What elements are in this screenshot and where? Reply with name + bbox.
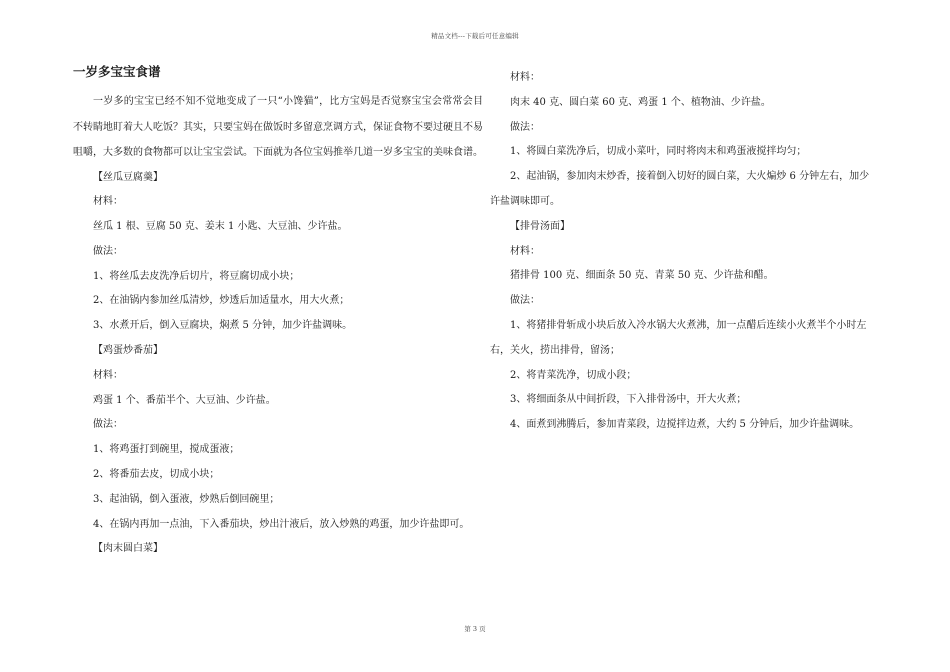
ingredients-label: 材料： — [510, 72, 540, 83]
recipe-title-pork-cabbage: 【肉末圆白菜】 — [93, 543, 163, 555]
method-step: 4、在锅内再加一点油，下入番茄块，炒出汁液后，放入炒熟的鸡蛋，加少许盐即可。 — [93, 518, 470, 530]
ingredients-text: 鸡蛋 1 个、番茄半个、大豆油、少许盐。 — [93, 394, 276, 406]
left-column — [73, 64, 483, 562]
method-step: 4、面煮到沸腾后，参加青菜段，边搅拌边煮，大约 5 分钟后，加少许盐调味。 — [510, 419, 860, 431]
method-step: 2、在油锅内参加丝瓜清炒，炒透后加适量水，用大火煮； — [93, 295, 350, 307]
method-step: 1、将鸡蛋打到碗里，搅成蛋液； — [93, 444, 240, 456]
method-step: 1、将猪排骨斩成小块后放入冷水锅大火煮沸，加一点醋后连续小火煮半个小时左右，关火，捞出排骨，留汤； — [490, 319, 867, 356]
method-label: 做法： — [93, 245, 123, 257]
ingredients-text: 猪排骨 100 克、细面条 50 克、青菜 50 克、少许盐和醋。 — [510, 270, 774, 282]
page-number: 第 3 页 — [464, 625, 486, 633]
method-label: 做法： — [510, 121, 540, 133]
method-step: 1、将圆白菜洗净后，切成小菜叶，同时将肉末和鸡蛋液搅拌均匀； — [510, 146, 807, 158]
recipe-title-egg-tomato: 【鸡蛋炒番茄】 — [93, 345, 163, 357]
method-step: 2、将青菜洗净，切成小段； — [510, 369, 637, 381]
method-step: 3、起油锅，倒入蛋液，炒熟后倒回碗里； — [93, 493, 280, 505]
document-title: 一岁多宝宝食谱 — [73, 64, 161, 79]
method-step: 2、起油锅，参加肉末炒香，接着倒入切好的圆白菜，大火煸炒 6 分钟左右，加少许盐调味即可。 — [490, 171, 870, 207]
method-label: 做法： — [510, 295, 540, 307]
recipe-title-sigua-tofu: 【丝瓜豆腐羹】 — [93, 171, 163, 183]
method-step: 3、水煮开后，倒入豆腐块，焖煮 5 分钟，加少许盐调味。 — [93, 320, 353, 332]
ingredients-label: 材料： — [510, 245, 540, 257]
method-label: 做法： — [93, 419, 123, 431]
method-step: 2、将番茄去皮，切成小块； — [93, 469, 220, 481]
ingredients-text: 肉末 40 克、圆白菜 60 克、鸡蛋 1 个、植物油、少许盐。 — [510, 96, 771, 108]
recipe-title-pork-rib-noodles: 【排骨汤面】 — [510, 220, 570, 232]
ingredients-label: 材料： — [93, 196, 123, 208]
method-step: 1、将丝瓜去皮洗净后切片，将豆腐切成小块； — [93, 270, 300, 282]
page-header: 精品文档---下载后可任意编辑 — [431, 32, 519, 40]
right-column — [490, 66, 876, 438]
intro-paragraph: 一岁多的宝宝已经不知不觉地变成了一只“小馋猫”，比方宝妈是否觉察宝宝会常常会目不转睛地盯着大人吃饭？其实，只要宝妈在做饭时多留意烹调方式，保证食物不要过硬且不易咀嚼，大多数的食物都可以让宝宝尝试。下面就为各位宝妈推举几道一岁多宝宝的美味食谱。 — [73, 96, 483, 158]
method-step: 3、将细面条从中间折段，下入排骨汤中，开大火煮； — [510, 394, 747, 406]
ingredients-text: 丝瓜 1 根、豆腐 50 克、姜末 1 小匙、大豆油、少许盐。 — [93, 221, 348, 233]
ingredients-label: 材料： — [93, 369, 123, 381]
